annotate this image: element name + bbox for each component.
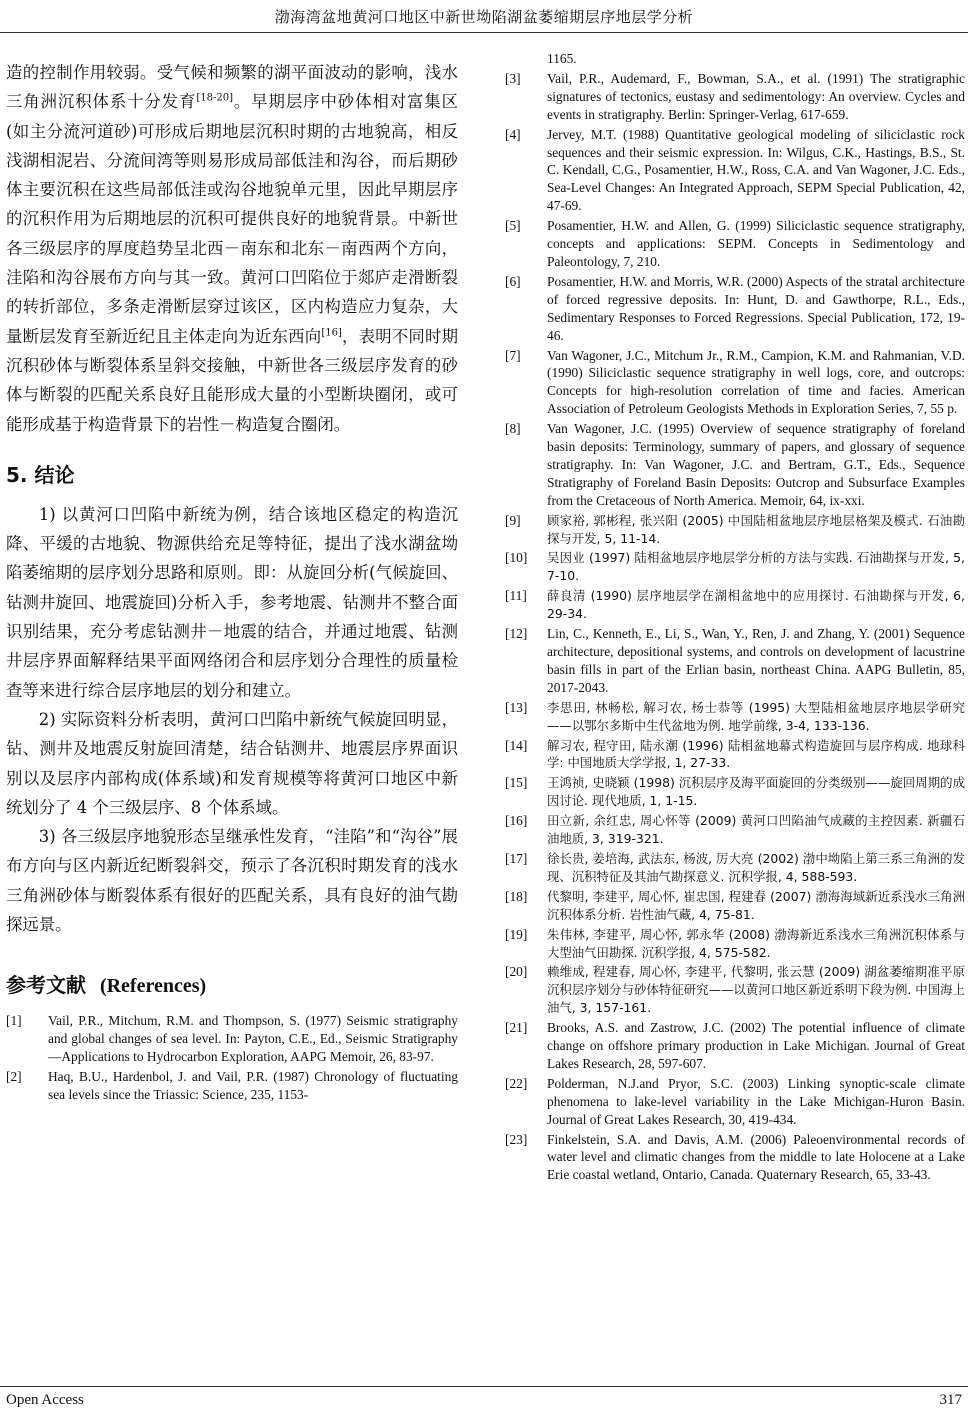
discussion-paragraph (6, 58, 458, 439)
right-column (505, 50, 965, 1186)
left-column (6, 58, 458, 1106)
reference-text: Posamentier, H.W. and Morris, W.R. (2000) Aspects of the stratal architecture of forced regressive deposits. In: Hunt, D. and Gawthorpe, R.L., Eds., Sedimentary Responses to Forced Regressions. Special Publication, 172, 19-46. (547, 273, 965, 343)
reference-text: Finkelstein, S.A. and Davis, A.M. (2006) Paleoenvironmental records of water level and climatic changes from the middle to late Holocene at a Lake Erie coastal wetland, Ontario, Canada. Quaternary Research, 65, 33-43. (547, 1131, 965, 1183)
reference-text: 徐长贵, 姜培海, 武法东, 杨波, 厉大亮 (2002) 渤中坳陷上第三系三角洲的发现、沉积特征及其油气勘探意义. 沉积学报, 4, 588-593. (547, 850, 965, 884)
reference-number: [19] (505, 926, 528, 942)
reference-text: Jervey, M.T. (1988) Quantitative geological modeling of siliciclastic rock sequences and their seismic expression. In: Wilgus, C.K., Hastings, B.S., St. C. Kendall, C.G., Posamentier, H.W., Ross, C.A. and Van Wagoner, J.C. Eds., Sea-Level Changes: An Integrated Approach, SEPM Special Publication, 42, 47-69. (547, 126, 965, 214)
footer-rule (0, 1386, 968, 1387)
reference-text: Van Wagoner, J.C. (1995) Overview of sequence stratigraphy of foreland basin deposits: Terminology, summary of papers, and glossary of sequence stratigraphy. In: Van Wagoner, J.C. and Bertram, G.T., Eds., Sequence Stratigraphy of Foreland Basin Deposits: Outcrop and Subsurface Examples from the Cretaceous of North America. Memoir, 64, ix-xxi. (547, 421, 965, 508)
references-heading-en: (References) (99, 975, 207, 998)
reference-number: [4] (505, 126, 521, 142)
citation[interactable]: [18-20] (196, 92, 234, 104)
reference-text: 李思田, 林畅松, 解习农, 杨士恭等 (1995) 大型陆相盆地层序地层学研究——以鄂尔多斯中生代盆地为例. 地学前缘, 3-4, 133-136. (547, 699, 965, 733)
reference-item (505, 347, 965, 419)
reference-text: 朱伟林, 李建平, 周心怀, 郭永华 (2008) 渤海新近系浅水三角洲沉积体系与大型油气田勘探. 沉积学报, 4, 575-582. (547, 926, 965, 960)
reference-number: [7] (505, 347, 521, 363)
page-number: 317 (939, 1392, 962, 1408)
reference-item (505, 850, 965, 886)
reference-number: [6] (505, 273, 521, 289)
reference-number: [15] (505, 775, 528, 791)
reference-list-right (505, 70, 965, 1184)
reference-item (505, 512, 965, 548)
references-heading-cn: 参考文献 (6, 973, 86, 998)
reference-item (505, 549, 965, 585)
reference-text: 解习农, 程守田, 陆永潮 (1996) 陆相盆地幕式构造旋回与层序构成. 地球科学: 中国地质大学学报, 1, 27-33. (547, 737, 965, 771)
reference-item (505, 217, 965, 271)
reference-item (505, 737, 965, 773)
reference-number: [22] (505, 1075, 528, 1091)
reference-item (505, 888, 965, 924)
reference-item (505, 625, 965, 697)
reference-item (505, 812, 965, 848)
reference-text: 代黎明, 李建平, 周心怀, 崔忠国, 程建春 (2007) 渤海海域新近系浅水三角洲沉积体系分析. 岩性油气藏, 4, 75-81. (547, 888, 965, 922)
reference-text: 吴因业 (1997) 陆相盆地层序地层学分析的方法与实践. 石油勘探与开发, 5, 7-10. (547, 550, 965, 584)
reference-number: [16] (505, 813, 528, 829)
reference-item (505, 1075, 965, 1129)
reference-item (505, 963, 965, 1017)
reference-number: [23] (505, 1131, 528, 1147)
running-header: 渤海湾盆地黄河口地区中新世坳陷湖盆萎缩期层序地层学分析 (274, 8, 694, 26)
reference-text: Polderman, N.J.and Pryor, S.C. (2003) Linking synoptic-scale climate phenomena to lake-level variability in the Lake Michigan-Huron Basin. Journal of Great Lakes Research, 30, 419-434. (547, 1075, 965, 1127)
reference-number: [12] (505, 626, 528, 642)
reference-item (505, 1131, 965, 1185)
reference-number: [13] (505, 699, 528, 715)
reference-item (505, 587, 965, 623)
reference-item (6, 1012, 458, 1066)
reference-item (6, 1068, 458, 1104)
header-rule (0, 32, 968, 33)
reference-number: [17] (505, 850, 528, 866)
footer-open-access: Open Access (6, 1392, 84, 1408)
reference-item (505, 774, 965, 810)
reference-text: 薛良清 (1990) 层序地层学在湖相盆地中的应用探讨. 石油勘探与开发, 6, 29-34. (547, 588, 965, 622)
paragraph-text: 。早期层序中砂体相对富集区(如主分流河道砂)可形成后期地层沉积时期的古地貌高，相反浅湖相泥岩、分流间湾等则易形成局部低洼和沟谷，而后期砂体主要沉积在这些局部低洼或沟谷地貌单元里，因此早期层序的沉积作用为后期地层的沉积可提供良好的地貌背景。中新世各三级层序的厚度趋势呈北西－南东和北东－南西两个方向，洼陷和沟谷展布方向与其一致。黄河口凹陷位于郯庐走滑断裂的转折部位，多条走滑断层穿过该区，区内构造应力复杂，大量断层发育至新近纪且主体走向为近东西向 (6, 92, 459, 346)
conclusion-2: 2) 实际资料分析表明，黄河口凹陷中新统气候旋回明显，钻、测井及地震反射旋回清楚，结合钻测井、地震层序界面识别以及层序内部构成(体系域)和发育规模等将黄河口地区中新统划分了 4 个三级层序、8 个体系域。 (6, 709, 458, 817)
reference-text: Brooks, A.S. and Zastrow, J.C. (2002) The potential influence of climate change on offshore primary production in Lake Michigan. Journal of Great Lakes Research, 28, 597-607. (547, 1020, 965, 1071)
reference-number: [11] (505, 588, 527, 604)
reference-text: 王鸿祯, 史晓颖 (1998) 沉积层序及海平面旋回的分类级别——旋回周期的成因讨论. 现代地质, 1, 1-15. (547, 775, 965, 809)
reference-item (505, 70, 965, 124)
reference-number: [20] (505, 964, 528, 980)
section-heading-conclusion: 5. 结论 (6, 462, 75, 487)
reference-number: [10] (505, 550, 528, 566)
reference-item (505, 1019, 965, 1073)
conclusion-3: 3) 各三级层序地貌形态呈继承性发育，“洼陷”和“沟谷”展布方向与区内新近纪断裂斜交，预示了各沉积时期发育的浅水三角洲砂体与断裂体系有很好的匹配关系，具有良好的油气勘探远景。 (6, 827, 458, 935)
reference-item (505, 420, 965, 510)
reference-item (505, 126, 965, 216)
reference-text: 田立新, 余红忠, 周心怀等 (2009) 黄河口凹陷油气成藏的主控因素. 新疆石油地质, 3, 319-321. (547, 813, 965, 847)
reference-list-left (6, 1012, 458, 1104)
reference-number: [18] (505, 888, 528, 904)
conclusion-1: 1) 以黄河口凹陷中新统为例，结合该地区稳定的构造沉降、平缓的古地貌、物源供给充足等特征，提出了浅水湖盆坳陷萎缩期的层序划分思路和原则。即：从旋回分析(气候旋回、钻测井旋回、地震旋回)分析入手，参考地震、钻测井不整合面识别结果，充分考虑钻测井－地震的结合，并通过地震、钻测井层序界面解释结果平面网络闭合和层序划分合理性的质量检查等来进行综合层序地层的划分和建立。 (6, 504, 458, 700)
reference-text: Lin, C., Kenneth, E., Li, S., Wan, Y., Ren, J. and Zhang, Y. (2001) Sequence architecture, depositional systems, and controls on development of lacustrine basin fills in part of the Erlian basin, northeast China. AAPG Bulletin, 85, 2017-2043. (547, 626, 965, 695)
reference-number: [1] (6, 1013, 22, 1029)
reference-number: [3] (505, 70, 521, 86)
reference-number: [21] (505, 1020, 528, 1036)
reference-text: Vail, P.R., Mitchum, R.M. and Thompson, S. (1977) Seismic stratigraphy and global changes of sea level. In: Payton, C.E., Ed., Seismic Stratigraphy—Applications to Hydrocarbon Exploration, AAPG Memoir, 26, 83-97. (48, 1013, 458, 1065)
reference-item (505, 273, 965, 345)
reference-item (505, 699, 965, 735)
reference-continuation: 1165. (547, 51, 577, 66)
reference-text: Van Wagoner, J.C., Mitchum Jr., R.M., Campion, K.M. and Rahmanian, V.D. (1990) Siliciclastic sequence stratigraphy in well logs, core, and outcrops: Concepts for high-resolution correlation of time and facies. American Association of Petroleum Geologists Methods in Exploration Series, 7, 55 p. (547, 347, 965, 417)
reference-number: [14] (505, 737, 528, 753)
paragraph-text: 造的控制作用较弱。受气候和频繁的湖平面波动的影响，浅水三角洲沉积体系十分发育 (6, 63, 458, 112)
reference-number: [5] (505, 218, 521, 234)
citation[interactable]: [16] (321, 327, 342, 339)
reference-item (505, 926, 965, 962)
reference-number: [2] (6, 1069, 22, 1085)
reference-number: [9] (505, 512, 521, 528)
reference-text: 顾家裕, 郭彬程, 张兴阳 (2005) 中国陆相盆地层序地层格架及模式. 石油勘探与开发, 5, 11-14. (547, 512, 965, 546)
references-heading (6, 969, 458, 998)
reference-text: Vail, P.R., Audemard, F., Bowman, S.A., et al. (1991) The stratigraphic signatures of tectonics, eustasy and sedimentology: An overview. Cycles and events in stratigraphy. Berlin: Springer-Verlag, 617-659. (547, 70, 965, 122)
reference-text: Posamentier, H.W. and Allen, G. (1999) Siliciclastic sequence stratigraphy, concepts and applications: SEPM. Concepts in Sedimentology and Paleontology, 7, 210. (547, 218, 965, 269)
reference-text: Haq, B.U., Hardenbol, J. and Vail, P.R. (1987) Chronology of fluctuating sea levels since the Triassic: Science, 235, 1153- (48, 1069, 458, 1102)
paragraph-text: ，表明不同时期沉积砂体与断裂体系呈斜交接触，中新世各三级层序发育的砂体与断裂的匹配关系良好且能形成大量的小型断块圈闭，或可能形成基于构造背景下的岩性－构造复合圈闭。 (6, 326, 459, 434)
reference-number: [8] (505, 421, 521, 437)
reference-text: 赖维成, 程建春, 周心怀, 李建平, 代黎明, 张云慧 (2009) 湖盆萎缩期准平原沉积层序划分与砂体特征研究——以黄河口地区新近系明下段为例. 中国海上油气, 3, 157-161. (547, 964, 965, 1016)
